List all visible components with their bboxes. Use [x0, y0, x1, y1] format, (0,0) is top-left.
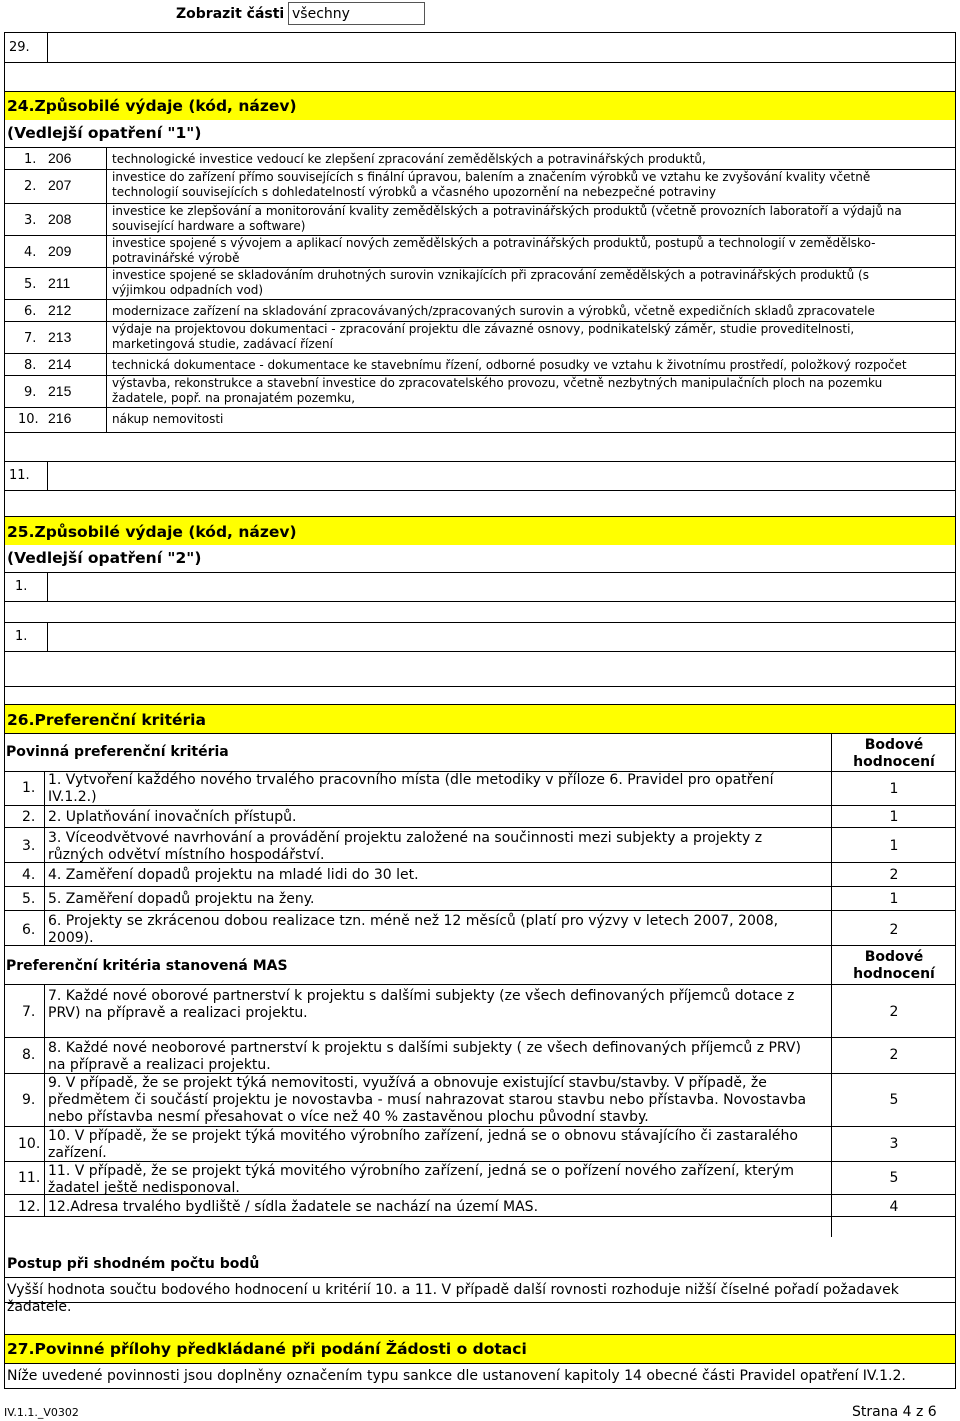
points-header-1: Bodové: [864, 949, 924, 965]
s27-text: Níže uvedené povinnosti jsou doplněny označením typu sankce dle ustanovení kapitoly 14 obecné části Pravidel opatření IV.1.2.: [7, 1368, 906, 1384]
crit-points: 1: [889, 781, 899, 797]
crit-text: 11. V případě, že se projekt týká movitého výrobního zařízení, jedná se o pořízení nového zařízení, kterým žadatel ještě nedisponoval.: [48, 1163, 794, 1196]
crit-points: 5: [889, 1092, 899, 1108]
s25-row-2: [4, 622, 956, 652]
crit-idx: 12.: [18, 1199, 41, 1215]
row-text: výdaje na projektovou dokumentaci - zpracování projektu dle závazné osnovy, podnikatelský záměr, studie proveditelnosti, marketingová studie, zadávací řízení: [112, 322, 855, 351]
crit-idx: 7.: [22, 1004, 36, 1020]
tie-header: Postup při shodném počtu bodů: [7, 1256, 260, 1272]
crit-idx: 3.: [22, 838, 36, 854]
row-idx: 2.: [24, 179, 37, 194]
crit-text: 2. Uplatňování inovačních přístupů.: [48, 809, 297, 825]
s27-title-text: 27.Povinné přílohy předkládané při podání Žádosti o dotaci: [7, 1340, 527, 1358]
s25-subtitle: [4, 545, 956, 572]
crit-points: 3: [889, 1136, 899, 1152]
row-text: technologické investice vedoucí ke zlepšení zpracování zemědělských a potravinářských produktů,: [112, 152, 706, 166]
footer-right: Strana 4 z 6: [852, 1404, 937, 1420]
crit-text: 8. Každé nové neoborové partnerství k projektu s dalšími subjekty ( ze všech definovaných příjemců z PRV) na přípravě a realizaci projektu.: [48, 1040, 801, 1073]
crit-text: 12.Adresa trvalého bydliště / sídla žadatele se nachází na území MAS.: [48, 1199, 539, 1215]
s23-num: 29.: [4, 32, 48, 63]
crit-text: 6. Projekty se zkrácenou dobou realizace tzn. méně než 12 měsíců (platí pro výzvy v letech 2007, 2008, 2009).: [48, 913, 779, 946]
s23-row: [4, 32, 956, 63]
row-idx: 3.: [24, 213, 37, 228]
row-idx: 5.: [24, 277, 37, 292]
row-idx: 8.: [24, 358, 37, 373]
s24-gap: [4, 433, 956, 461]
s24-subtitle: [4, 120, 956, 147]
crit-text: 4. Zaměření dopadů projektu na mladé lidi do 30 let.: [48, 867, 419, 883]
row-text: výstavba, rekonstrukce a stavební investice do zpracovatelského provozu, včetně nezbytných manipulačních ploch na pozemku žadatele, popř. na pronajatém pozemku,: [112, 376, 883, 405]
s25-title-text: 25.Způsobilé výdaje (kód, název): [7, 523, 297, 541]
s24-title: [4, 91, 956, 120]
row-text: investice spojené s vývojem a aplikací nových zemědělských a potravinářských produktů, postupů a technologií v zemědělsko-potravinářské výrobě: [112, 236, 876, 265]
s27-text-row: [4, 1363, 956, 1389]
row-code: 206: [48, 150, 72, 166]
crit-points: 2: [889, 1047, 899, 1063]
crit-points: 1: [889, 809, 899, 825]
crit-idx: 4.: [22, 867, 36, 883]
crit-points: 2: [889, 922, 899, 938]
crit-points: 1: [889, 891, 899, 907]
s24-after-num: 11.: [4, 461, 48, 491]
crit-idx: 1.: [22, 780, 36, 796]
row-code: 208: [48, 211, 72, 227]
s25-row-1-num: 1.: [4, 572, 48, 602]
crit-text: 1. Vytvoření každého nového trvalého pracovního místa (dle metodiky v příloze 6. Pravidel pro opatření IV.1.2.): [48, 772, 774, 805]
row-idx: 9.: [24, 385, 37, 400]
crit-text: 7. Každé nové oborové partnerství k projektu s dalšími subjekty (ze všech definovaných příjemců dotace z PRV) na přípravě a realizaci projektu.: [48, 988, 795, 1021]
tie-text: Vyšší hodnota součtu bodového hodnocení u kritérií 10. a 11. V případě další rovnosti rozhoduje nižší číselné pořadí požadavek žadatele.: [7, 1282, 899, 1315]
crit-idx: 10.: [18, 1136, 41, 1152]
s24-after-row: [4, 461, 956, 491]
crit-points: 1: [889, 838, 899, 854]
tie-text-row: [4, 1277, 956, 1315]
tie-header-row: [4, 1253, 956, 1277]
crit-idx: 6.: [22, 922, 36, 938]
mandatory-header: Povinná preferenční kritéria: [6, 744, 229, 760]
row-code: 215: [48, 383, 72, 399]
row-idx: 7.: [24, 331, 37, 346]
tie-spacer: [4, 1217, 956, 1253]
crit-idx: 5.: [22, 891, 36, 907]
row-code: 211: [48, 275, 71, 291]
crit-points: 5: [889, 1170, 899, 1186]
crit-text: 9. V případě, že se projekt týká nemovitosti, využívá a obnovuje existující stavbu/stavby. V případě, že předmětem či součástí projektu je novostavba - musí nahrazovat starou stavbu nebo přístavba. Novostavba nebo přístavba nesmí přesahovat o více než 40 % zastavěnou plochu původní stavby.: [48, 1075, 807, 1125]
footer-left: IV.1.1._V0302: [4, 1406, 79, 1419]
s25-subtitle-text: (Vedlejší opatření "2"): [7, 549, 202, 567]
row-code: 213: [48, 329, 72, 345]
crit-text: 3. Víceodvětvové navrhování a provádění projektu založené na součinnosti mezi subjekty a projekty z různých odvětví místního hospodářství.: [48, 830, 763, 863]
s24-spacer: [4, 63, 956, 91]
crit-points: 4: [889, 1199, 899, 1215]
s27-spacer: [4, 1303, 956, 1334]
s27-title: [4, 1334, 956, 1363]
s25-gap: [4, 602, 956, 622]
crit-points: 2: [889, 867, 899, 883]
filter-select[interactable]: všechny: [288, 2, 425, 25]
points-header-2: hodnocení: [853, 966, 935, 982]
row-text: investice spojené se skladováním druhotných surovin vznikajících při zpracování zemědělských a potravinářských produktů (s výjimkou odpadních vod): [112, 268, 869, 297]
row-text: technická dokumentace - dokumentace ke stavebnímu řízení, odborné posudky ve vztahu k životnímu prostředí, položkový rozpočet: [112, 358, 907, 372]
row-text: investice ke zlepšování a monitorování kvality zemědělských a potravinářských produktů (včetně provozních laboratoří a výdajů na související hardware a software): [112, 204, 902, 233]
row-idx: 6.: [24, 304, 37, 319]
row-code: 209: [48, 243, 72, 259]
crit-text: 5. Zaměření dopadů projektu na ženy.: [48, 891, 315, 907]
s24-title-text: 24.Způsobilé výdaje (kód, název): [7, 97, 297, 115]
s26-spacer: [4, 687, 956, 704]
row-text: modernizace zařízení na skladování zpracovávaných/zpracovaných surovin a výrobků, včetně expedičních skladů zpracovatele: [112, 304, 875, 318]
crit-points: 2: [889, 1004, 899, 1020]
crit-idx: 8.: [22, 1047, 36, 1063]
s24-subtitle-text: (Vedlejší opatření "1"): [7, 124, 202, 142]
s25-row-2-num: 1.: [4, 622, 48, 652]
s26-title-text: 26.Preferenční kritéria: [7, 711, 206, 729]
points-header-1: Bodové: [864, 737, 924, 753]
row-idx: 10.: [18, 412, 39, 427]
crit-idx: 2.: [22, 809, 36, 825]
mas-header: Preferenční kritéria stanovená MAS: [6, 958, 288, 974]
row-code: 207: [48, 177, 72, 193]
s25-title: [4, 516, 956, 545]
row-code: 216: [48, 410, 72, 426]
s26-title: [4, 704, 956, 733]
s25-row-1: [4, 572, 956, 602]
row-idx: 4.: [24, 245, 37, 260]
filter-label: Zobrazit části: [176, 6, 285, 22]
row-code: 214: [48, 356, 72, 372]
crit-text: 10. V případě, že se projekt týká movitého výrobního zařízení, jedná se o obnovu stávajícího či zastaralého zařízení.: [48, 1128, 798, 1161]
points-header-2: hodnocení: [853, 754, 935, 770]
row-text: investice do zařízení přímo souvisejících s finální úpravou, balením a značením výrobků ve vztahu ke zvyšování kvality včetně technologií souvisejících s dohledatelností výrobků a včasného upozornění na nebezpečné potraviny: [112, 170, 871, 199]
s25-bottom: [4, 652, 956, 687]
s25-spacer: [4, 491, 956, 516]
row-idx: 1.: [24, 152, 37, 167]
crit-idx: 9.: [22, 1092, 36, 1108]
crit-idx: 11.: [18, 1170, 41, 1186]
row-text: nákup nemovitosti: [112, 412, 224, 426]
row-code: 212: [48, 302, 72, 318]
